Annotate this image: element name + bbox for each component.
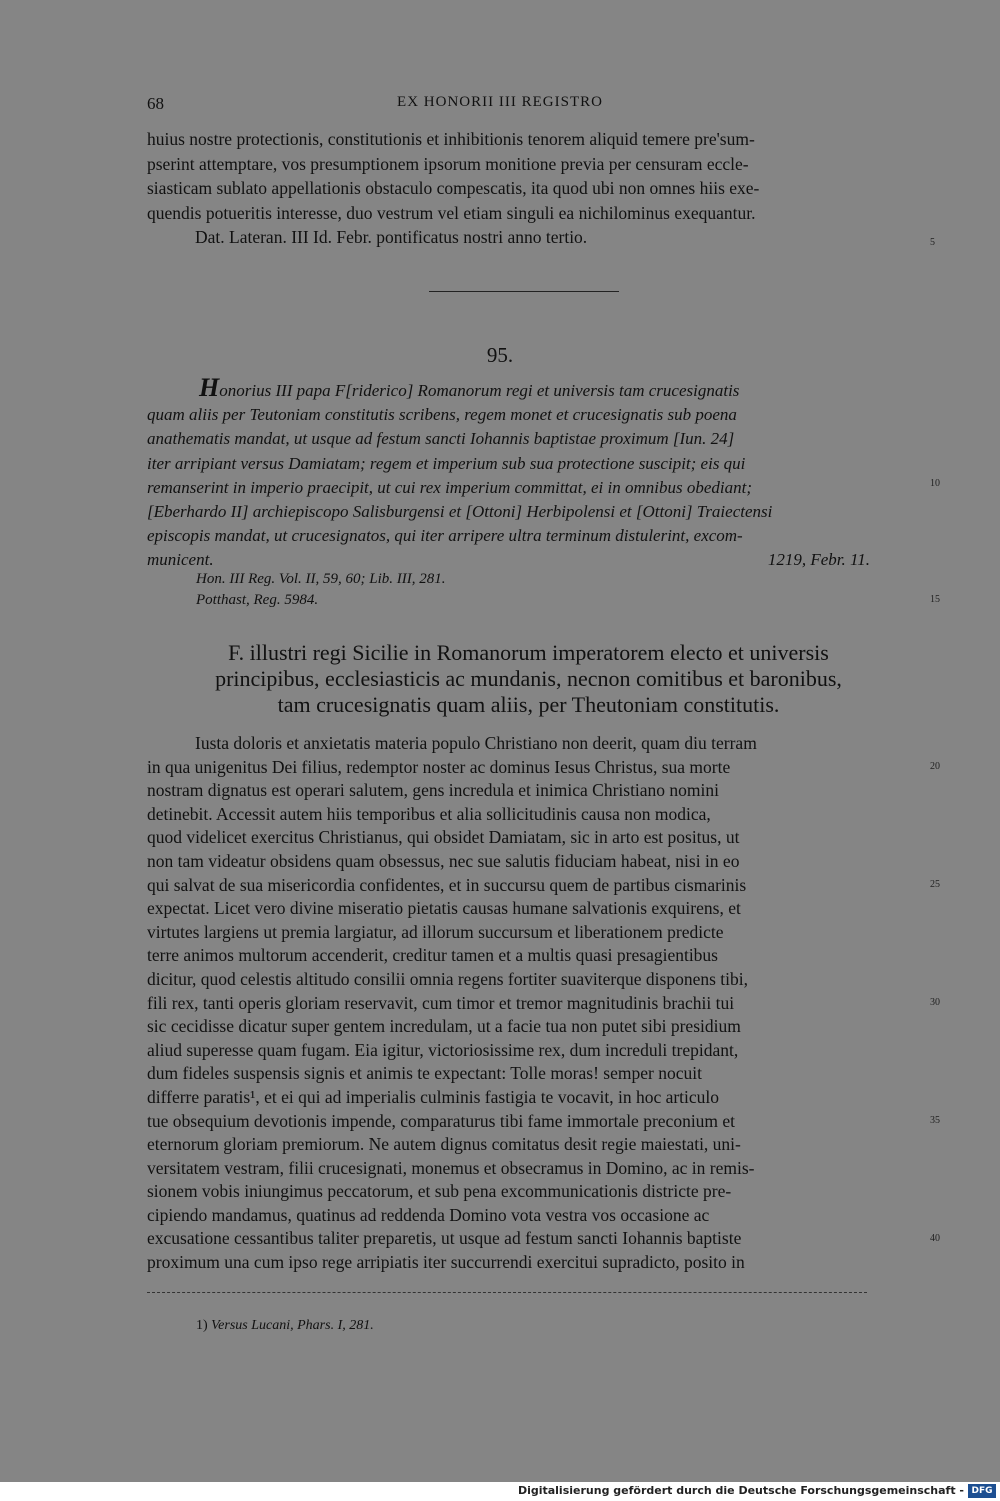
line-number: 5 <box>930 237 935 248</box>
text-line: siasticam sublato appellationis obstaculo compescatis, ita quod ubi non omnes hiis exe- <box>147 178 760 199</box>
text-line: quendis potueritis interesse, duo vestrum vel etiam singuli ea nichilominus exequantur. <box>147 202 756 223</box>
text-line: pserint attemptare, vos presumptionem ipsorum monitione previa per censuram eccle- <box>147 153 749 174</box>
text-line: aliud superesse quam fugam. Eia igitur, victoriosissime rex, dum increduli trepidant, <box>147 1039 739 1060</box>
text-line: excusatione cessantibus taliter preparetis, ut usque ad festum sancti Iohannis baptiste <box>147 1228 742 1249</box>
previous-document-text <box>147 127 910 250</box>
line-number: 30 <box>930 997 940 1008</box>
text-line: tue obsequium devotionis impende, comparaturus tibi fame immortale preconium et <box>147 1110 736 1131</box>
running-title: EX HONORII III REGISTRO <box>397 94 603 110</box>
text-line: sionem vobis iniungimus peccatorum, et sub pena excommunicationis districte pre- <box>147 1181 732 1202</box>
text-line: virtutes largiens ut premia largiatur, ad illorum succursum et liberationem predicte <box>147 921 724 942</box>
text-line: iter arripiant versus Damiatam; regem et imperium sub sua protectione suscipit; eis qui <box>147 453 746 473</box>
line-number: 15 <box>930 594 940 605</box>
references <box>196 569 446 611</box>
reference-line: Potthast, Reg. 5984. <box>196 592 319 608</box>
address-line: tam crucesignatis quam aliis, per Theutoniam constitutis. <box>277 692 780 717</box>
text-line: quod videlicet exercitus Christianus, qui obsidet Damiatam, sic in arto est positus, ut <box>147 827 740 848</box>
text-line: dicitur, quod celestis altitudo consilii omnia regens fortiter suaviterque disponens tibi, <box>147 968 748 989</box>
dat-line: Dat. Lateran. III Id. Febr. pontificatus nostri anno tertio. <box>195 227 588 248</box>
text-line: detinebit. Accessit autem hiis temporibus et alia sollicitudinis causa non modica, <box>147 803 711 824</box>
dfg-logo: DFG <box>968 1484 996 1498</box>
section-divider <box>429 291 619 292</box>
regest-line-first <box>147 373 910 403</box>
text-line: qui salvat de sua misericordia confidentes, et in succursu quem de partibus cismarinis <box>147 874 747 895</box>
text-line: non tam videatur obsidens quam obsessus, nec sue salutis fiduciam habeat, nisi in eo <box>147 850 740 871</box>
text-line: fili rex, tanti operis gloriam reservavit, cum timor et tremor magnitudinis brachii tui <box>147 992 735 1013</box>
text-line: huius nostre protectionis, constitutionis et inhibitionis tenorem aliquid temere pre'sum- <box>147 129 755 149</box>
footnote-marker: 1) <box>196 1318 208 1333</box>
text-line: onorius III papa F[riderico] Romanorum regi et universis tam crucesignatis <box>219 381 740 400</box>
regest <box>147 373 910 573</box>
text-line: municent. <box>147 550 214 570</box>
text-line: anathematis mandat, ut usque ad festum sancti Iohannis baptistae proximum [Iun. 24] <box>147 429 735 449</box>
text-line: quam aliis per Teutoniam constitutis scribens, regem monet et crucesignatis sub poena <box>147 405 737 425</box>
text-line: [Eberhardo II] archiepiscopo Salisburgensi et [Ottoni] Herbipolensi et [Ottoni] Traiectensi <box>147 502 773 522</box>
initial-letter: H <box>199 373 220 402</box>
text-line: remanserint in imperio praecipit, ut cui rex imperium committat, ei in omnibus obediant; <box>147 477 752 497</box>
footnote-separator <box>147 1292 867 1293</box>
text-line: expectat. Licet vero divine miseratio pietatis causas humane salvationis exquirens, et <box>147 898 741 919</box>
address-line: principibus, ecclesiasticis ac mundanis, necnon comitibus et baronibus, <box>215 666 842 691</box>
funding-text: Digitalisierung gefördert durch die Deutsche Forschungsgemeinschaft - <box>517 1484 964 1497</box>
text-line: versitatem vestram, filii crucesignati, monemus et obsecramus in Domino, ac in remis- <box>147 1157 755 1178</box>
text-line: differre paratis¹, et ei qui ad imperialis culminis fastigia te vocavit, in hoc articulo <box>147 1086 720 1107</box>
line-number: 35 <box>930 1115 940 1126</box>
document-number: 95. <box>486 343 514 367</box>
line-number: 40 <box>930 1233 940 1244</box>
page-number: 68 <box>147 94 164 113</box>
line-number: 10 <box>930 478 940 489</box>
footnote-text: Versus Lucani, Phars. I, 281. <box>211 1318 374 1333</box>
reference-line: Hon. III Reg. Vol. II, 59, 60; Lib. III, 281. <box>196 571 446 587</box>
text-line: dum fideles suspensis signis et animis te expectant: Tolle moras! semper nocuit <box>147 1063 702 1084</box>
address-line: F. illustri regi Sicilie in Romanorum imperatorem electo et universis <box>228 640 829 665</box>
text-line: eternorum gloriam premiorum. Ne autem dignus comitatus desit regie maiestati, uni- <box>147 1134 741 1155</box>
address <box>147 640 910 718</box>
letter-body <box>147 732 910 1275</box>
footnote <box>196 1318 374 1334</box>
text-line: cipiendo mandamus, quatinus ad reddenda Domino vota vestra vos occasione ac <box>147 1204 710 1225</box>
text-line: in qua unigenitus Dei filius, redemptor noster ac dominus Iesus Christus, sua morte <box>147 756 731 777</box>
text-line: Iusta doloris et anxietatis materia populo Christiano non deerit, quam diu terram <box>195 733 757 753</box>
text-line: episcopis mandat, ut crucesignatos, qui iter arripere ultra terminum distulerint, excom- <box>147 526 743 546</box>
text-line: terre animos multorum accenderit, creditur tamen et a multis quasi presagientibus <box>147 945 718 966</box>
text-line: proximum una cum ipso rege arripiatis iter succurrendi exercitui supradicto, posito in <box>147 1252 745 1273</box>
line-number: 25 <box>930 879 940 890</box>
regest-date: 1219, Febr. 11. <box>767 550 870 570</box>
text-line: nostram dignatus est operari salutem, gens incredula et inimica Christiano nomini <box>147 780 720 801</box>
text-line: sic cecidisse dicatur super gentem incredulam, ut a facie tua non putet sibi presidium <box>147 1016 741 1037</box>
line-number: 20 <box>930 761 940 772</box>
funding-banner <box>0 1482 1000 1501</box>
